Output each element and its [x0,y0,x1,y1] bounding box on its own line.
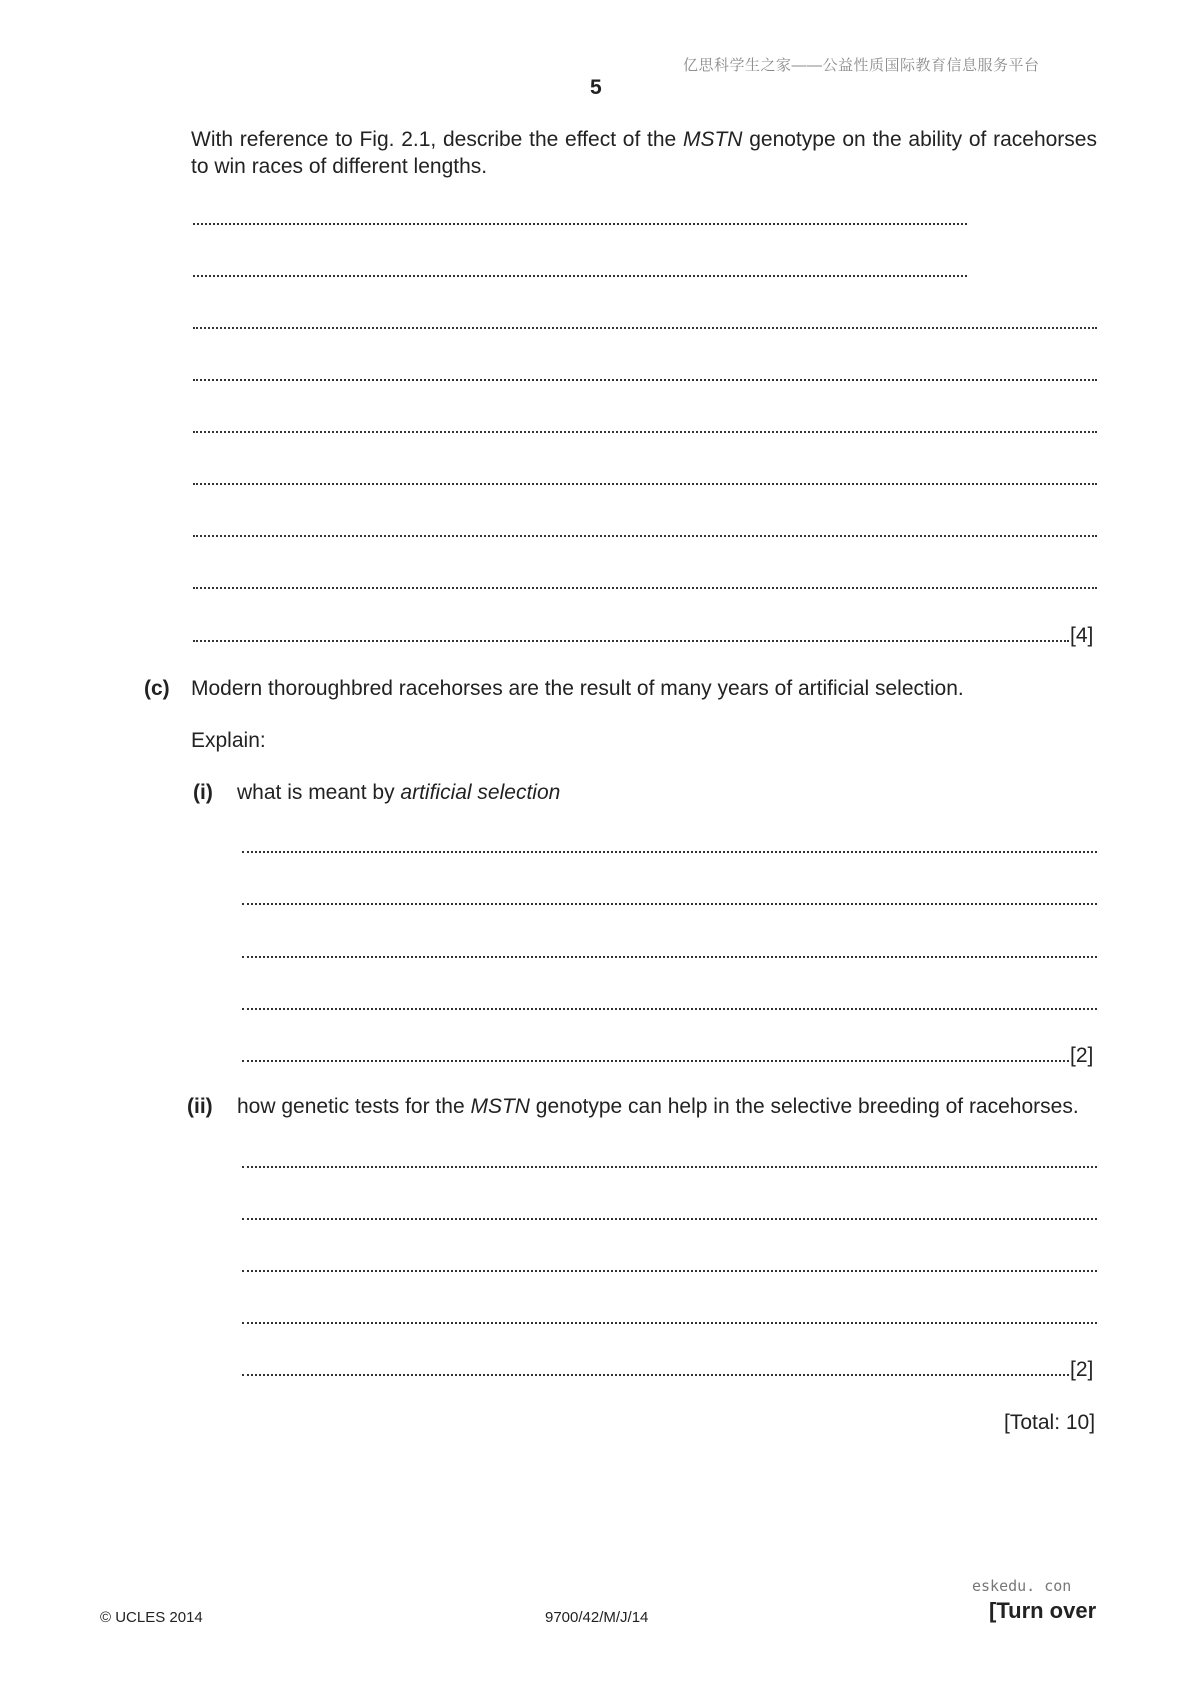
answer-line[interactable] [242,903,1097,905]
question-c-label: (c) [144,677,170,700]
question-b-text: With reference to Fig. 2.1, describe the effect of the MSTN genotype on the ability of racehorses to win races of different lengths. [191,128,1097,178]
answer-line[interactable] [193,275,967,277]
sub-question-i-text: what is meant by artificial selection [237,781,561,804]
answer-line[interactable] [242,851,1097,853]
paper-code: 9700/42/M/J/14 [545,1609,649,1626]
sub-question-i-label: (i) [193,781,213,804]
answer-line[interactable] [193,223,967,225]
header-watermark: 亿思科学生之家——公益性质国际教育信息服务平台 [683,57,1040,74]
answer-line[interactable] [242,1060,1069,1062]
total-marks: [Total: 10] [1004,1411,1096,1434]
turn-over: [Turn over [989,1598,1097,1623]
answer-line[interactable] [193,483,1097,485]
answer-line[interactable] [242,1270,1097,1272]
page-number: 5 [590,76,602,99]
answer-line[interactable] [242,1166,1097,1168]
sub-question-ii-label: (ii) [187,1095,213,1118]
answer-line[interactable] [242,956,1097,958]
answer-line[interactable] [242,1322,1097,1324]
explain-label: Explain: [191,729,266,752]
question-c-text: Modern thoroughbred racehorses are the result of many years of artificial selection. [191,677,964,700]
answer-line[interactable] [242,1218,1097,1220]
answer-line[interactable] [193,431,1097,433]
answer-line[interactable] [193,535,1097,537]
answer-line[interactable] [242,1008,1097,1010]
term-artificial-selection: artificial selection [400,781,561,804]
answer-line[interactable] [193,587,1097,589]
answer-line[interactable] [193,640,1069,642]
answer-line[interactable] [242,1374,1069,1376]
answer-line[interactable] [193,327,1097,329]
gene-name: MSTN [470,1095,530,1118]
answer-line[interactable] [193,379,1097,381]
footer-watermark: eskedu. con [972,1577,1072,1595]
mark-allocation: [2] [1070,1044,1094,1067]
gene-name: MSTN [682,128,743,151]
sub-question-ii-text: how genetic tests for the MSTN genotype can help in the selective breeding of racehorses. [237,1095,1079,1118]
mark-allocation: [2] [1070,1358,1094,1381]
copyright: © UCLES 2014 [100,1609,203,1626]
mark-allocation: [4] [1070,624,1094,647]
